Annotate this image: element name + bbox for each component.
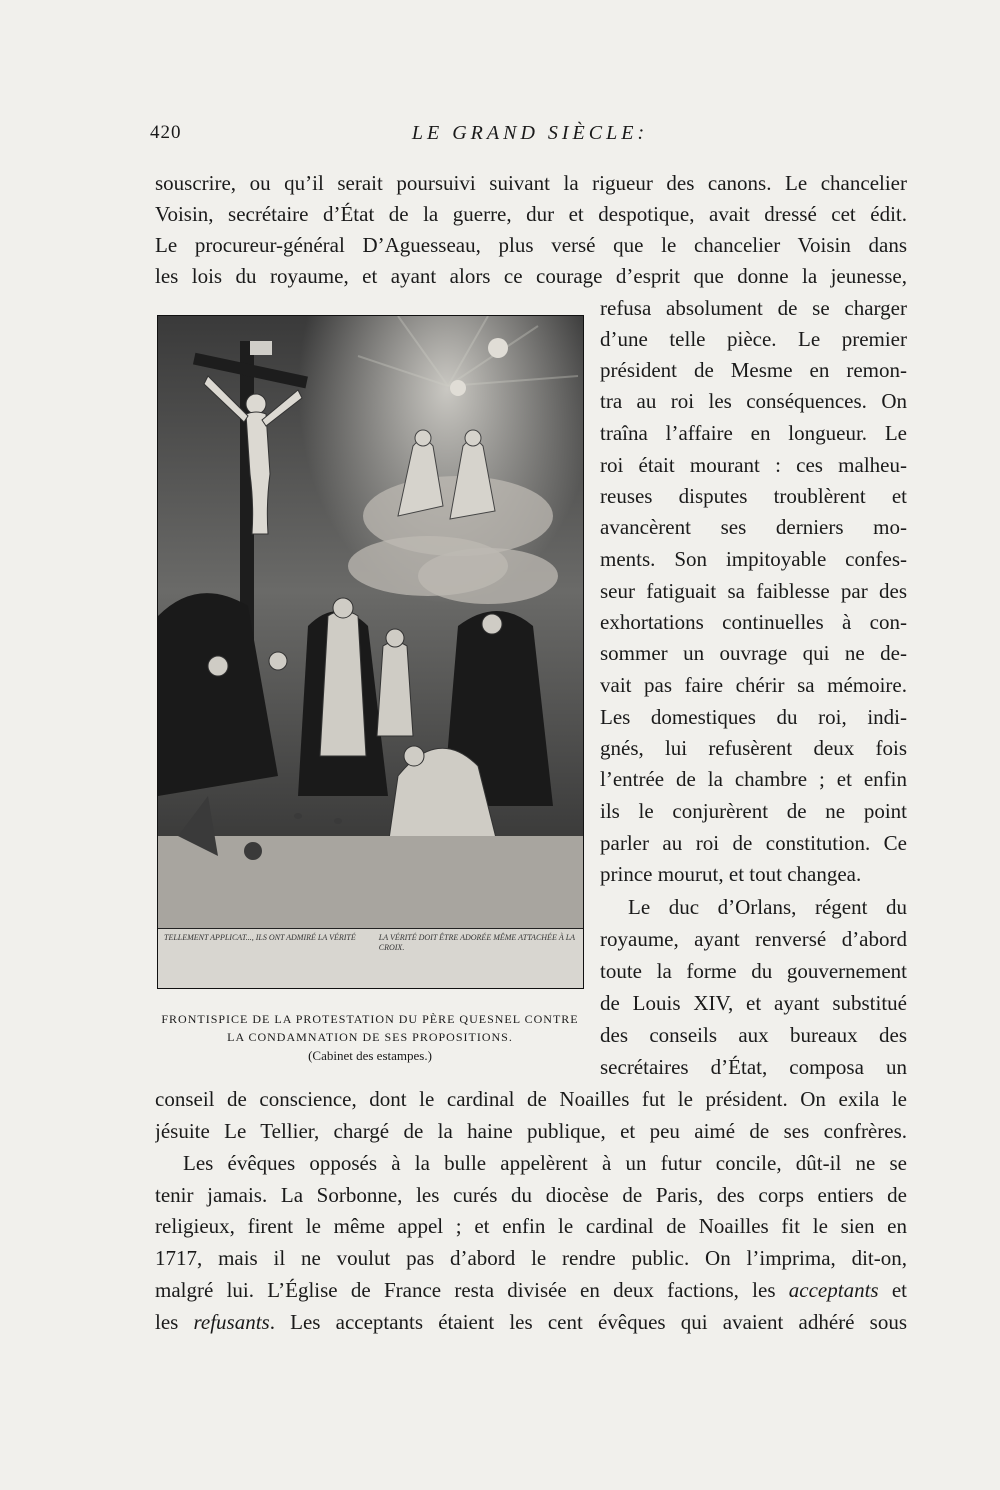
italic-term: acceptants	[788, 1278, 879, 1302]
column-line: des conseils aux bureaux des	[600, 1023, 907, 1047]
column-line: prince mourut, et tout changea.	[600, 862, 862, 886]
column-line: ments. Son impitoyable confes-	[600, 547, 907, 571]
column-line: Les domestiques du roi, indi-	[600, 705, 907, 729]
column-line: refusa absolument de se charger	[600, 296, 907, 320]
text-line: 1717, mais il ne voulut pas d’abord le rendre public. On l’imprima, dit-on,	[155, 1246, 907, 1270]
text-segment: . Les acceptants étaient les cent évêques qui avaient adhéré sous	[269, 1310, 907, 1334]
text-line: les lois du royaume, et ayant alors ce courage d’esprit que donne la jeunesse,	[155, 264, 907, 288]
column-line: avancèrent ses derniers mo-	[600, 515, 907, 539]
text-segment: les	[155, 1310, 194, 1334]
column-line: sommer un ouvrage qui ne de-	[600, 641, 907, 665]
engraving-inscription	[158, 928, 583, 988]
column-line: vait pas faire chérir sa mémoire.	[600, 673, 907, 697]
column-line: parler au roi de constitution. Ce	[600, 831, 907, 855]
column-line: Le duc d’Orlans, régent du	[628, 895, 907, 919]
text-segment: et	[878, 1278, 907, 1302]
running-title: LE GRAND SIÈCLE:	[411, 122, 649, 144]
text-segment: malgré lui. L’Église de France resta divisée en deux factions, les	[155, 1278, 789, 1302]
inscription-right: LA VÉRITÉ DOIT ÊTRE ADORÉE MÊME ATTACHÉE À LA CROIX.	[378, 933, 575, 952]
column-line: reuses disputes troublèrent et	[600, 484, 907, 508]
column-line: secrétaires d’État, composa un	[600, 1055, 907, 1079]
column-line: roi était mourant : ces malheu-	[600, 453, 907, 477]
text-line: jésuite Le Tellier, chargé de la haine publique, et peu aimé de ses confrères.	[155, 1119, 907, 1143]
figure-caption-source: (Cabinet des estampes.)	[308, 1048, 432, 1063]
column-line: toute la forme du gouvernement	[600, 959, 907, 983]
column-line: président de Mesme en remon-	[600, 358, 907, 382]
column-line: de Louis XIV, et ayant substitué	[600, 991, 907, 1015]
column-line: gnés, lui refusèrent deux fois	[600, 736, 907, 760]
text-line: tenir jamais. La Sorbonne, les curés du diocèse de Paris, des corps entiers de	[155, 1183, 907, 1207]
column-line: ils le conjurèrent de ne point	[600, 799, 907, 823]
text-line: Le procureur-général D’Aguesseau, plus versé que le chancelier Voisin dans	[155, 233, 907, 257]
crucifixion-engraving	[158, 316, 583, 928]
column-line: l’entrée de la chambre ; et enfin	[600, 767, 907, 791]
inscription-left: TELLEMENT APPLICAT..., ILS ONT ADMIRÉ LA VÉRITÉ	[164, 933, 356, 942]
column-line: exhortations continuelles à con-	[600, 610, 907, 634]
column-line: seur fatiguait sa faiblesse par des	[600, 579, 907, 603]
text-line: religieux, firent le même appel ; et enfin le cardinal de Noailles fit le sien en	[155, 1214, 907, 1238]
text-line	[155, 1307, 907, 1337]
page-header	[150, 122, 910, 152]
column-line: traîna l’affaire en longueur. Le	[600, 421, 907, 445]
column-line: tra au roi les conséquences. On	[600, 389, 907, 413]
text-line: Voisin, secrétaire d’État de la guerre, dur et despotique, avait dressé cet édit.	[155, 202, 907, 226]
text-line: souscrire, ou qu’il serait poursuivi suivant la rigueur des canons. Le chancelier	[155, 171, 907, 195]
engraving-figure	[157, 315, 584, 989]
text-line	[155, 1275, 907, 1305]
column-line: d’une telle pièce. Le premier	[600, 327, 907, 351]
text-line: conseil de conscience, dont le cardinal de Noailles fut le président. On exila le	[155, 1087, 907, 1111]
column-line: royaume, ayant renversé d’abord	[600, 927, 907, 951]
page-number: 420	[150, 122, 182, 143]
italic-term: refusants	[193, 1310, 270, 1334]
figure-caption-line: FRONTISPICE DE LA PROTESTATION DU PÈRE QUESNEL CONTRE	[161, 1012, 579, 1026]
text-line: Les évêques opposés à la bulle appelèrent à un futur concile, dût-il ne se	[183, 1151, 907, 1175]
figure-caption-line: LA CONDAMNATION DE SES PROPOSITIONS.	[227, 1030, 513, 1044]
